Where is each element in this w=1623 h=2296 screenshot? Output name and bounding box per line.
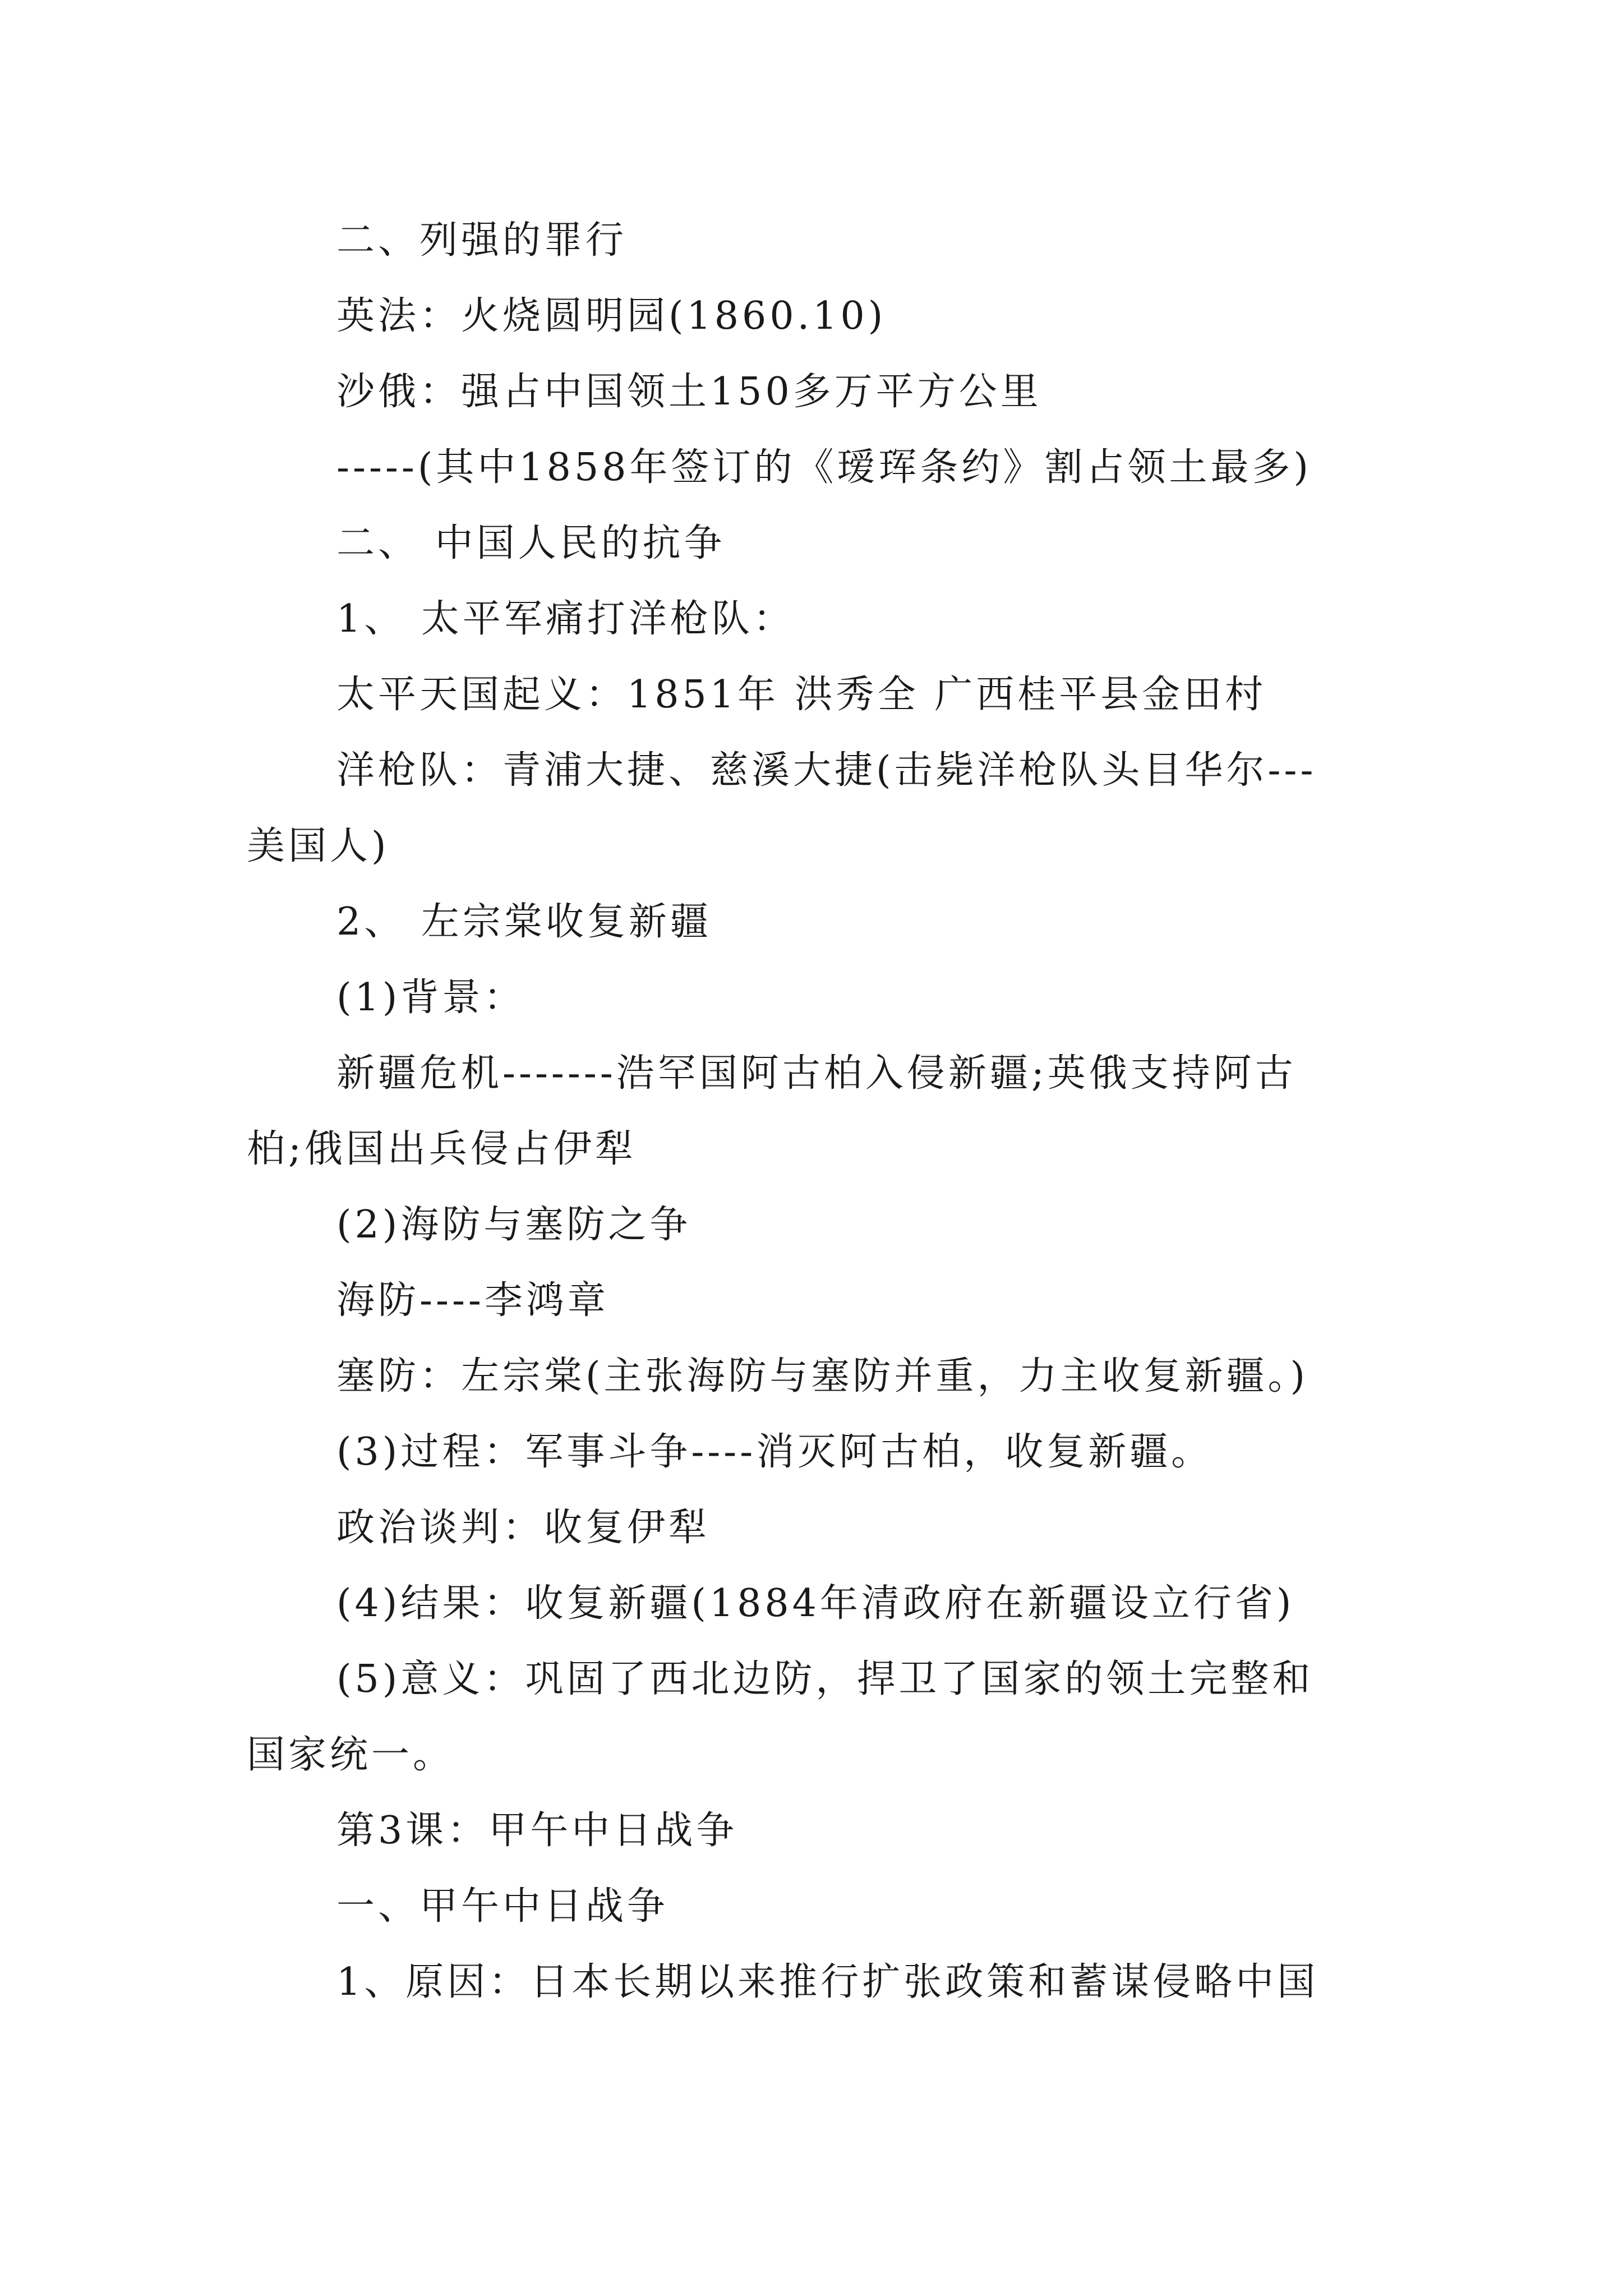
subsection-heading: 2、 左宗棠收复新疆 (336, 900, 712, 944)
section-heading-resistance: 二、 中国人民的抗争 (336, 521, 726, 565)
text-line: (5)意义：巩固了西北边防，捍卫了国家的领土完整和 (336, 1657, 1314, 1701)
text-line: (4)结果：收复新疆(1884年清政府在新疆设立行省) (336, 1581, 1295, 1626)
text-line: 太平天国起义：1851年 洪秀全 广西桂平县金田村 (336, 673, 1267, 717)
text-line: 洋枪队：青浦大捷、慈溪大捷(击毙洋枪队头目华尔--- (336, 748, 1317, 793)
text-line: 1、原因：日本长期以来推行扩张政策和蓄谋侵略中国 (336, 1960, 1319, 2004)
text-line: (3)过程：军事斗争----消灭阿古柏，收复新疆。 (336, 1430, 1213, 1474)
text-line-continuation: 美国人) (247, 824, 390, 868)
text-line: 政治谈判：收复伊犁 (336, 1506, 711, 1550)
text-line: 新疆危机-------浩罕国阿古柏入侵新疆;英俄支持阿古 (336, 1051, 1297, 1096)
text-line: (1)背景： (336, 976, 525, 1020)
text-line-continuation: 国家统一。 (247, 1733, 455, 1777)
section-heading-crimes: 二、列强的罪行 (336, 218, 628, 263)
lesson-heading: 第3课：甲午中日战争 (336, 1809, 738, 1853)
text-line-continuation: 柏;俄国出兵侵占伊犁 (247, 1127, 637, 1171)
text-line: -----(其中1858年签订的《瑷珲条约》割占领土最多) (336, 445, 1312, 490)
text-line: 英法：火烧圆明园(1860.10) (336, 294, 887, 338)
text-line: 塞防：左宗棠(主张海防与塞防并重，力主收复新疆。) (336, 1354, 1309, 1398)
subsection-heading: 1、 太平军痛打洋枪队： (336, 597, 795, 641)
text-line: 海防----李鸿章 (336, 1278, 609, 1323)
text-line: 沙俄：强占中国领土150多万平方公里 (336, 370, 1042, 414)
section-heading-war: 一、甲午中日战争 (336, 1884, 669, 1929)
text-line: (2)海防与塞防之争 (336, 1203, 691, 1247)
